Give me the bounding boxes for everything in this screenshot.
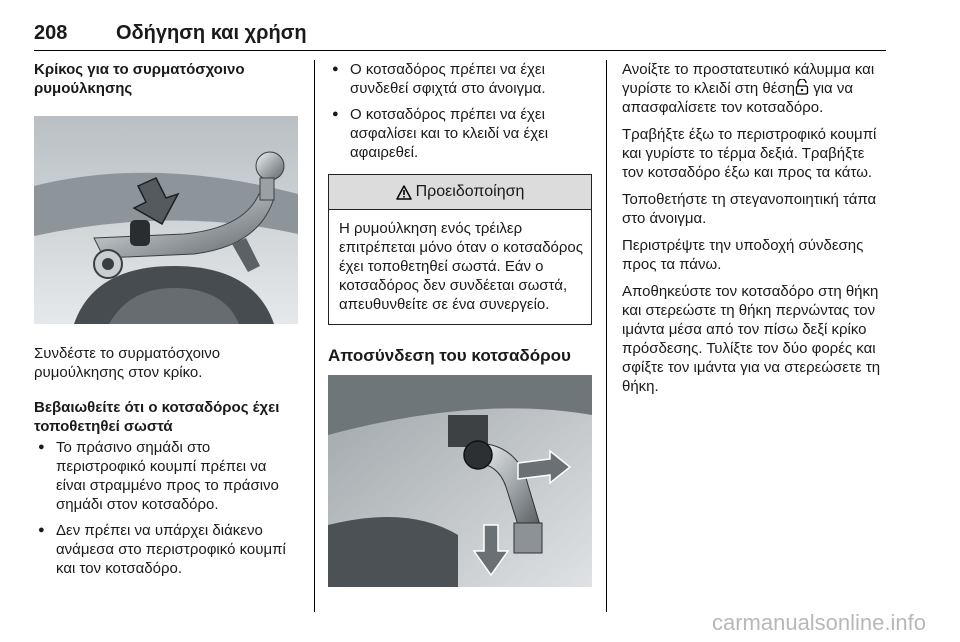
- column-divider: [314, 60, 315, 612]
- list-item: ● Ο κοτσαδόρος πρέπει να έχει συνδεθεί σφιχτά στο άνοιγμα.: [328, 60, 592, 98]
- watermark: carmanualsonline.info: [711, 610, 926, 635]
- warning-title: Προειδοποίηση: [415, 183, 525, 200]
- list-item: ● Ο κοτσαδόρος πρέπει να έχει ασφαλίσει και το κλειδί να έχει αφαιρεθεί.: [328, 105, 592, 162]
- paragraph-text: για να απασφαλίσετε τον κοτσαδόρο.: [622, 80, 854, 116]
- unlock-paragraph: [622, 60, 890, 117]
- page-number: 208: [34, 22, 68, 44]
- column-divider: [606, 60, 607, 612]
- instruction-paragraph: Αποθηκεύστε τον κοτσαδόρο στη θήκη και στερεώστε τη θήκη περνώντας τον ιμάντα μέσα από τον πίσω δεξί κρίκο πρόσδεσης. Τυλίξτε τον δύο φορές και σφίξτε τον ιμάντα για να στερεώσετε τη θήκη.: [622, 283, 881, 395]
- unlock-key-icon: [795, 79, 809, 95]
- instruction-paragraph: Τοποθετήστε τη στεγανοποιητική τάπα στο άνοιγμα.: [622, 191, 877, 227]
- detach-figure: [328, 375, 592, 587]
- column-middle: [328, 60, 592, 587]
- column-left: [34, 60, 300, 578]
- column-right: [622, 60, 890, 404]
- warning-header: [329, 175, 591, 210]
- check-heading: Βεβαιωθείτε ότι ο κοτσαδόρος έχει τοποθετηθεί σωστά: [34, 399, 280, 435]
- tow-bar-figure: [34, 116, 298, 324]
- check-list-continued: [328, 60, 592, 162]
- paragraph-text: Ανοίξτε το προστατευτικό κάλυμμα και γυρίστε το κλειδί στη θέση: [622, 61, 875, 97]
- warning-icon: [396, 185, 412, 200]
- check-list: [34, 438, 300, 578]
- page-title: Οδήγηση και χρήση: [116, 22, 307, 44]
- instruction-paragraph: Τραβήξτε έξω το περιστροφικό κουμπί και γυρίστε το τέρμα δεξιά. Τραβήξτε τον κοτσαδόρο έξω και προς τα κάτω.: [622, 126, 877, 181]
- list-item: ● Δεν πρέπει να υπάρχει διάκενο ανάμεσα στο περιστροφικό κουμπί και τον κοτσαδόρο.: [34, 521, 300, 578]
- warning-text: Η ρυμούλκηση ενός τρέιλερ επιτρέπεται μόνο όταν ο κοτσαδόρος έχει τοποθετηθεί σωστά. Εάν ο κοτσαδόρος δεν συνδέεται σωστά, απευθυνθείτε σε ένα συνεργείο.: [339, 220, 584, 313]
- warning-box: [328, 174, 592, 325]
- section-heading: Αποσύνδεση του κοτσαδόρου: [328, 346, 571, 365]
- towing-eye-heading: Κρίκος για το συρματόσχοινο ρυμούλκησης: [34, 61, 245, 97]
- page-header: [34, 22, 886, 51]
- towing-eye-caption: Συνδέστε το συρματόσχοινο ρυμούλκησης στον κρίκο.: [34, 345, 221, 381]
- instruction-paragraph: Περιστρέψτε την υποδοχή σύνδεσης προς τα πάνω.: [622, 237, 864, 273]
- list-item: ● Το πράσινο σημάδι στο περιστροφικό κουμπί πρέπει να είναι στραμμένο προς το πράσινο σημάδι στον κοτσαδόρο.: [34, 438, 300, 514]
